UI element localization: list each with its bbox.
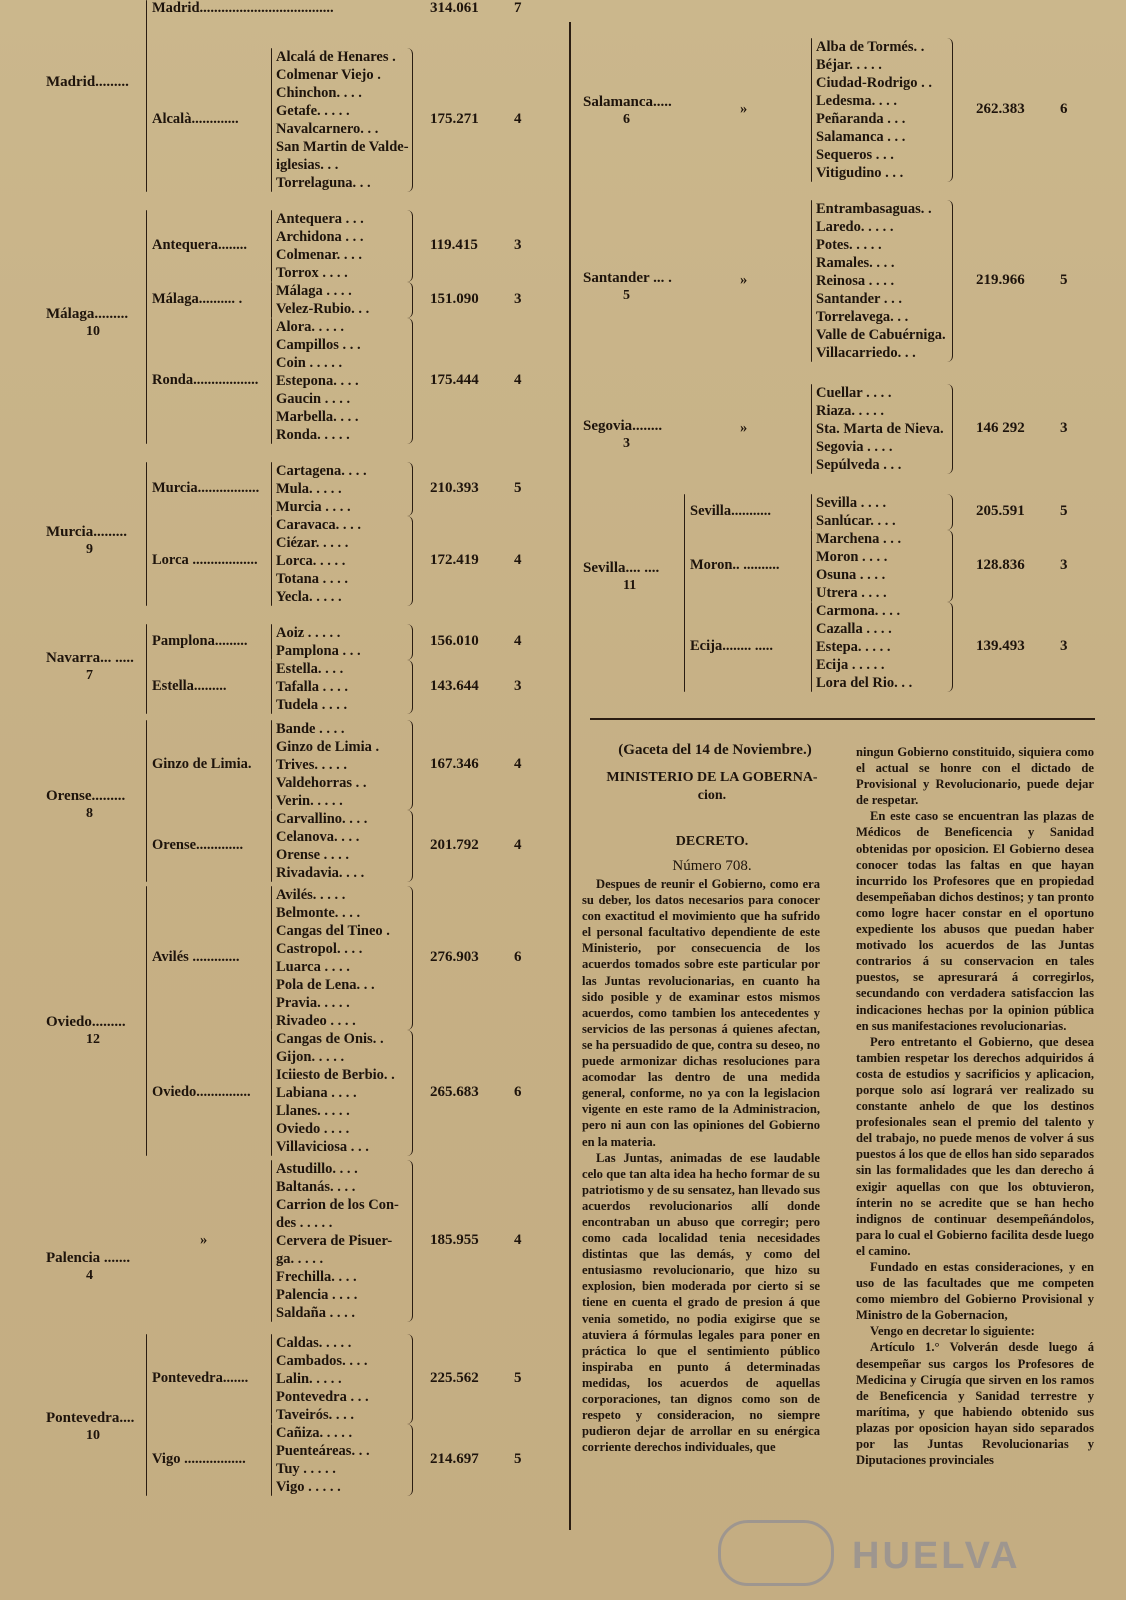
- town-list: [276, 660, 348, 714]
- town: Málaga . . . .: [276, 283, 352, 299]
- population-value: 119.415: [430, 237, 478, 253]
- province-deputies: 12: [86, 1032, 100, 1047]
- town: Utrera . . . .: [816, 585, 887, 601]
- province-name: Salamanca.....: [583, 94, 672, 110]
- population-value: 219.966: [976, 272, 1025, 288]
- town: Sanlúcar. . . .: [816, 513, 896, 529]
- town-list: [276, 1424, 370, 1496]
- town: Villacarriedo. . .: [816, 345, 916, 361]
- population-value: 143.644: [430, 678, 479, 694]
- province-name: Palencia .......: [46, 1250, 131, 1266]
- deputies-count: 6: [514, 1084, 522, 1100]
- town-list: [276, 1030, 395, 1156]
- town-brace: [811, 38, 812, 182]
- town: Astudillo. . . .: [276, 1161, 358, 1177]
- town: Cañiza. . . . .: [276, 1425, 353, 1441]
- population-value: 214.697: [430, 1451, 479, 1467]
- town: Iciiesto de Berbio. .: [276, 1067, 395, 1083]
- town-brace: [271, 282, 272, 318]
- district-name: Vigo .................: [152, 1451, 246, 1467]
- district-name: Ronda..................: [152, 372, 259, 388]
- town: Pola de Lena. . .: [276, 977, 375, 993]
- population-value: 262.383: [976, 101, 1025, 117]
- town: Ciudad-Rodrigo . .: [816, 75, 933, 91]
- town-list: [276, 282, 369, 318]
- population-value: 146 292: [976, 420, 1025, 436]
- town-list: [276, 48, 409, 192]
- town: Tuy . . . . .: [276, 1461, 336, 1477]
- deputies-count: 4: [514, 372, 522, 388]
- town: Torrox . . . .: [276, 265, 348, 281]
- town: Alba de Tormés. .: [816, 39, 925, 55]
- town-brace: [271, 1160, 272, 1322]
- province-deputies: 8: [86, 806, 93, 821]
- town-list: [276, 810, 367, 882]
- district-name: Ecija........ .....: [690, 638, 773, 654]
- town: Trives. . . . .: [276, 757, 348, 773]
- town: San Martin de Valde-: [276, 139, 409, 155]
- town: Potes. . . . .: [816, 237, 882, 253]
- decree-number: Número 708.: [672, 858, 752, 874]
- town: des . . . . .: [276, 1215, 333, 1231]
- town: Frechilla. . . .: [276, 1269, 357, 1285]
- town: Cervera de Pisuer-: [276, 1233, 393, 1249]
- town: Torrelavega. . .: [816, 309, 909, 325]
- population-value: 128.836: [976, 557, 1025, 573]
- town-brace-right: [946, 494, 953, 530]
- town: ga. . . . .: [276, 1251, 324, 1267]
- town-list: [276, 886, 390, 1030]
- population-value: 205.591: [976, 503, 1025, 519]
- decree-kind: DECRETO.: [675, 834, 749, 849]
- district-name: Madrid.....................................: [152, 0, 334, 16]
- province-deputies: 6: [623, 112, 630, 127]
- province-name: Segovia........: [583, 418, 663, 434]
- town: Carmona. . . .: [816, 603, 901, 619]
- deputies-count: 5: [514, 1370, 522, 1386]
- deputies-count: 4: [514, 837, 522, 853]
- town: Estella. . . .: [276, 661, 344, 677]
- town-list: [816, 384, 944, 474]
- deputies-count: 5: [1060, 272, 1068, 288]
- town: Pravia. . . . .: [276, 995, 350, 1011]
- district-name: Málaga.......... .: [152, 291, 243, 307]
- town: Castropol. . . .: [276, 941, 363, 957]
- population-value: 172.419: [430, 552, 479, 568]
- town-list: [816, 38, 932, 182]
- town: Santander . . .: [816, 291, 902, 307]
- town: Sequeros . . .: [816, 147, 894, 163]
- town-brace: [271, 462, 272, 516]
- town: Sta. Marta de Nieva.: [816, 421, 944, 437]
- town: Cangas del Tineo .: [276, 923, 390, 939]
- deputies-count: 4: [514, 111, 522, 127]
- province-deputies: 9: [86, 542, 93, 557]
- population-value: 210.393: [430, 480, 479, 496]
- town: Valle de Cabuérniga.: [816, 327, 946, 343]
- town: Chinchon. . . .: [276, 85, 362, 101]
- district-name: Ginzo de Limia.: [152, 756, 252, 772]
- province-deputies: 11: [623, 578, 637, 593]
- town: Avilés. . . . .: [276, 887, 346, 903]
- deputies-count: 5: [514, 1451, 522, 1467]
- deputies-count: 3: [514, 291, 522, 307]
- town: Marbella. . . .: [276, 409, 359, 425]
- town: Entrambasaguas. .: [816, 201, 932, 217]
- town: Aoiz . . . . .: [276, 625, 341, 641]
- town-list: [276, 1160, 399, 1322]
- town: Carrion de los Con-: [276, 1197, 399, 1213]
- town: Villaviciosa . . .: [276, 1139, 369, 1155]
- district-brace: [146, 720, 147, 882]
- town: Getafe. . . . .: [276, 103, 350, 119]
- province-deputies: 5: [623, 288, 630, 303]
- town-brace: [811, 494, 812, 530]
- town-brace-right: [946, 602, 953, 692]
- district-name: Lorca ..................: [152, 552, 258, 568]
- town-brace: [271, 624, 272, 660]
- town: Riaza. . . . .: [816, 403, 885, 419]
- province-name: Orense.........: [46, 788, 126, 804]
- town: Ciézar. . . . .: [276, 535, 349, 551]
- district-name: Sevilla...........: [690, 503, 771, 519]
- town: Cangas de Onis. .: [276, 1031, 384, 1047]
- town-brace-right: [406, 810, 413, 882]
- town: Lalin. . . . .: [276, 1371, 342, 1387]
- province-deputies: 7: [86, 668, 93, 683]
- town-brace: [811, 602, 812, 692]
- town-brace-right: [406, 886, 413, 1030]
- town: Cartagena. . . .: [276, 463, 367, 479]
- district-name: »: [740, 101, 748, 117]
- district-brace: [146, 886, 147, 1156]
- population-value: 151.090: [430, 291, 479, 307]
- deputies-count: 3: [514, 678, 522, 694]
- town: Ramales. . . .: [816, 255, 895, 271]
- town-brace: [271, 516, 272, 606]
- town: Colmenar. . . .: [276, 247, 363, 263]
- town: Archidona . . .: [276, 229, 364, 245]
- town: Caravaca. . . .: [276, 517, 361, 533]
- district-name: Pontevedra.......: [152, 1370, 249, 1386]
- deputies-count: 4: [514, 756, 522, 772]
- town: Bande . . . .: [276, 721, 345, 737]
- decree-body-col1: [582, 876, 820, 1455]
- district-brace: [146, 462, 147, 606]
- paragraph: Pero entretanto el Gobierno, que desea tambien respetar los derechos adquiridos á costa de estudios y sacrificios y aplicacion, porque solo así logrará ver realizado su constante anhelo de que los destinos profesionales sean el premio del talento y del trabajo, no puede menos de volver á sus puestos á los que de ellos han sido separados sin las formalidades que les dan derecho á exigir aquellas con que los obtuvieron, ínterin no se acredite que se han hecho indignos de continuar desempeñándolos, para lo cual el Gobierno facilita desde luego el camino.: [856, 1034, 1094, 1258]
- province-deputies: 10: [86, 1428, 100, 1443]
- town: Rivadeo . . . .: [276, 1013, 356, 1029]
- town-brace: [271, 210, 272, 282]
- town: Rivadavia. . . .: [276, 865, 365, 881]
- deputies-count: 6: [514, 949, 522, 965]
- town: Ronda. . . . .: [276, 427, 350, 443]
- town: Belmonte. . . .: [276, 905, 361, 921]
- province-name: Navarra... .....: [46, 650, 134, 666]
- town: Llanes. . . . .: [276, 1103, 350, 1119]
- paragraph: Artículo 1.° Volverán desde luego á desempeñar sus cargos los Profesores de Medicina y Cirugía que sirven en los ramos de Beneficencia y Sanidad terrestre y marítima, y que habiendo obtenido sus plazas por oposicion hayan sido separados por las Juntas Revolucionarias y Diputaciones provinciales: [856, 1340, 1094, 1468]
- town: Alcalá de Henares .: [276, 49, 396, 65]
- deputies-count: 6: [1060, 101, 1068, 117]
- deputies-count: 4: [514, 552, 522, 568]
- town: Salamanca . . .: [816, 129, 906, 145]
- town: Baltanás. . . .: [276, 1179, 356, 1195]
- town-brace: [271, 318, 272, 444]
- town-brace-right: [406, 1424, 413, 1496]
- town: Valdehorras . .: [276, 775, 367, 791]
- population-value: 139.493: [976, 638, 1025, 654]
- population-value: 225.562: [430, 1370, 479, 1386]
- town-brace-right: [946, 38, 953, 182]
- district-brace: [146, 0, 147, 192]
- ministry-title-cont: cion.: [697, 788, 727, 803]
- town: Luarca . . . .: [276, 959, 350, 975]
- town-brace-right: [946, 530, 953, 602]
- deputies-count: 3: [514, 237, 522, 253]
- province-name: Murcia.........: [46, 524, 127, 540]
- town: Gaucin . . . .: [276, 391, 351, 407]
- population-value: 185.955: [430, 1232, 479, 1248]
- town: Moron . . . .: [816, 549, 888, 565]
- town: Oviedo . . . .: [276, 1121, 350, 1137]
- population-value: 265.683: [430, 1084, 479, 1100]
- town: Vigo . . . . .: [276, 1479, 341, 1495]
- town-brace: [271, 1334, 272, 1424]
- town-brace-right: [406, 318, 413, 444]
- town-brace-right: [946, 384, 953, 474]
- town-brace-right: [406, 210, 413, 282]
- town: Ledesma. . . .: [816, 93, 897, 109]
- town: Velez-Rubio. . .: [276, 301, 370, 317]
- town: Palencia . . . .: [276, 1287, 358, 1303]
- town: Navalcarnero. . .: [276, 121, 379, 137]
- decree-body-col2: [856, 744, 1094, 1468]
- town: Marchena . . .: [816, 531, 902, 547]
- town: Carvallino. . . .: [276, 811, 368, 827]
- paragraph: Las Juntas, animadas de ese laudable celo que tan alta idea ha hecho formar de su patriotismo y de su sensatez, han llevado sus acuerdos revolucionarios allí donde encontraban un abuso que corregir; pero como cada localidad tenia necesidades distintas que las demás, y como del entusiasmo revolucionario, que hizo su explosion, bien moderada por cierto si se tiene en cuenta el grado de presion á que venia sometido, no podia exigirse que se atuviera á fórmulas legales para poner en práctica lo que el sentimiento público inspiraba en punto á determinadas medidas, los acuerdos de aquellas corporaciones, tan dignos como son de respeto y consideracion, no siempre pudieron dejar de arrollar en su enérgica corriente derechos individuales, que: [582, 1150, 820, 1455]
- district-brace: [146, 624, 147, 714]
- town: Lorca. . . . .: [276, 553, 346, 569]
- town-list: [816, 602, 912, 692]
- town: Reinosa . . . .: [816, 273, 895, 289]
- district-name: Estella.........: [152, 678, 227, 694]
- population-value: 314.061: [430, 0, 479, 16]
- town-list: [816, 494, 896, 530]
- town: Verin. . . . .: [276, 793, 343, 809]
- town-brace: [271, 660, 272, 714]
- town: iglesias. . .: [276, 157, 339, 173]
- town: Peñaranda . . .: [816, 111, 906, 127]
- town: Tafalla . . . .: [276, 679, 348, 695]
- paragraph: Fundado en estas consideraciones, y en uso de las facultades que me competen como miembro del Gobierno Provisional y Ministro de la Gobernacion,: [856, 1260, 1094, 1323]
- town-brace: [271, 886, 272, 1030]
- district-name: Pamplona.........: [152, 633, 248, 649]
- town: Pamplona . . .: [276, 643, 361, 659]
- town-list: [276, 210, 364, 282]
- town-brace-right: [406, 516, 413, 606]
- column-rule: [569, 22, 571, 1530]
- paragraph: ningun Gobierno constituido, siquiera como el actual se honre con el dictado de Provisional y Revolucionario, puede dejar de respetar.: [856, 745, 1094, 808]
- town-list: [816, 200, 946, 362]
- town: Caldas. . . . .: [276, 1335, 352, 1351]
- deputies-count: 3: [1060, 638, 1068, 654]
- province-name: Santander ... .: [583, 270, 672, 286]
- town-brace-right: [406, 624, 413, 660]
- town: Osuna . . . .: [816, 567, 886, 583]
- town-brace-right: [406, 660, 413, 714]
- town-brace: [811, 530, 812, 602]
- section-rule: [590, 718, 1095, 720]
- town: Coin . . . . .: [276, 355, 343, 371]
- town-brace: [271, 1424, 272, 1496]
- province-name: Sevilla.... ....: [583, 560, 660, 576]
- town-brace-right: [946, 200, 953, 362]
- town: Laredo. . . . .: [816, 219, 894, 235]
- population-value: 156.010: [430, 633, 479, 649]
- province-name: Madrid.........: [46, 74, 129, 90]
- town-brace: [811, 200, 812, 362]
- town-list: [276, 1334, 369, 1424]
- town: Taveirós. . . .: [276, 1407, 355, 1423]
- town-brace: [271, 810, 272, 882]
- town: Ecija . . . . .: [816, 657, 885, 673]
- district-name: Antequera........: [152, 237, 248, 253]
- district-name: Oviedo...............: [152, 1084, 251, 1100]
- town: Saldaña . . . .: [276, 1305, 355, 1321]
- town: Totana . . . .: [276, 571, 348, 587]
- deputies-count: 3: [1060, 420, 1068, 436]
- town: Mula. . . . .: [276, 481, 342, 497]
- town: Cazalla . . . .: [816, 621, 892, 637]
- district-brace: [146, 210, 147, 444]
- town-brace-right: [406, 720, 413, 810]
- watermark-text: HUELVA: [852, 1535, 1021, 1577]
- town: Campillos . . .: [276, 337, 361, 353]
- district-name: Alcalà.............: [152, 111, 239, 127]
- province-deputies: 4: [86, 1268, 93, 1283]
- district-name: Avilés .............: [152, 949, 240, 965]
- paragraph: Despues de reunir el Gobierno, como era su deber, los datos necesarios para conocer con exactitud el movimiento que ha sufrido el personal facultativo dependiente de este Ministerio, por consecuencia de los acuerdos tomados sobre este particular por las Juntas revolucionarias, en cuanto ha sido posible y de examinar estos mismos acuerdos, como tambien los antecedentes y servicios de las personas á quienes afectan, se ha persuadido de que, contra su deseo, no puede armonizar dichas resoluciones para acomodar las dentro de una medida general, conforme, no ya con la legislacion vigente en este ramo de la Administracion, pero ni aun con las opiniones del Gobierno en la materia.: [582, 877, 820, 1149]
- town: Pontevedra . . .: [276, 1389, 369, 1405]
- deputies-count: 7: [514, 0, 522, 16]
- deputies-count: 4: [514, 1232, 522, 1248]
- town: Celanova. . . .: [276, 829, 360, 845]
- deputies-count: 5: [1060, 503, 1068, 519]
- town: Cambados. . . .: [276, 1353, 368, 1369]
- province-name: Málaga.........: [46, 306, 129, 322]
- town-brace: [271, 48, 272, 192]
- town-brace-right: [406, 1160, 413, 1322]
- town-brace-right: [406, 1334, 413, 1424]
- town: Ginzo de Limia .: [276, 739, 380, 755]
- town: Murcia . . . .: [276, 499, 351, 515]
- town-list: [276, 516, 361, 606]
- town-list: [276, 462, 367, 516]
- paragraph: Vengo en decretar lo siguiente:: [870, 1324, 1035, 1339]
- town: Yecla. . . . .: [276, 589, 342, 605]
- town: Segovia . . . .: [816, 439, 893, 455]
- population-value: 175.271: [430, 111, 479, 127]
- town: Sevilla . . . .: [816, 495, 887, 511]
- town: Antequera . . .: [276, 211, 364, 227]
- town-brace-right: [406, 282, 413, 318]
- district-brace: [684, 494, 685, 692]
- district-name: Murcia.................: [152, 480, 260, 496]
- town-list: [276, 318, 361, 444]
- town: Colmenar Viejo .: [276, 67, 381, 83]
- town: Estepa. . . . .: [816, 639, 891, 655]
- town: Puenteáreas. . .: [276, 1443, 370, 1459]
- town: Alora. . . . .: [276, 319, 345, 335]
- district-brace: [146, 1334, 147, 1496]
- province-deputies: 10: [86, 324, 100, 339]
- town-brace: [271, 720, 272, 810]
- town-brace-right: [406, 462, 413, 516]
- population-value: 201.792: [430, 837, 479, 853]
- watermark-seal: [718, 1520, 834, 1586]
- deputies-count: 3: [1060, 557, 1068, 573]
- town: Sepúlveda . . .: [816, 457, 902, 473]
- town-list: [276, 720, 379, 810]
- town-list: [816, 530, 901, 602]
- province-deputies: 3: [623, 436, 630, 451]
- deputies-count: 4: [514, 633, 522, 649]
- district-name: Orense.............: [152, 837, 244, 853]
- town: Béjar. . . . .: [816, 57, 882, 73]
- town: Tudela . . . .: [276, 697, 348, 713]
- town-brace: [271, 1030, 272, 1156]
- province-name: Oviedo.........: [46, 1014, 126, 1030]
- district-name: »: [740, 272, 748, 288]
- population-value: 175.444: [430, 372, 479, 388]
- district-name: »: [740, 420, 748, 436]
- district-name: Moron.. ..........: [690, 557, 780, 573]
- town-brace-right: [406, 1030, 413, 1156]
- town: Lora del Rio. . .: [816, 675, 913, 691]
- town: Vitigudino . . .: [816, 165, 904, 181]
- province-name: Pontevedra....: [46, 1410, 135, 1426]
- town: Cuellar . . . .: [816, 385, 892, 401]
- town-brace: [811, 384, 812, 474]
- deputies-count: 5: [514, 480, 522, 496]
- town: Labiana . . . .: [276, 1085, 357, 1101]
- town: Estepona. . . .: [276, 373, 359, 389]
- town: Torrelaguna. . .: [276, 175, 371, 191]
- population-value: 276.903: [430, 949, 479, 965]
- ministry-title: MINISTERIO DE LA GOBERNA-: [606, 770, 818, 785]
- town-list: [276, 624, 361, 660]
- district-name: »: [200, 1232, 208, 1248]
- gaceta-date: (Gaceta del 14 de Noviembre.): [618, 742, 812, 758]
- population-value: 167.346: [430, 756, 479, 772]
- town: Orense . . . .: [276, 847, 350, 863]
- town: Gijon. . . . .: [276, 1049, 345, 1065]
- paragraph: En este caso se encuentran las plazas de Médicos de Beneficencia y Sanidad obtenidas por oposicion. El Gobierno desea conocer todas las faltas en que hayan incurrido los Profesores que en propiedad desempeñaban dichos destinos; y tan pronto como logre hacer constar en el oportuno expediente los abusos que puedan haber motivado los acuerdos de las Juntas contrarios á su conservacion en tales puestos, se apresurará á corregirlos, secundando con verdadera satisfaccion las indicaciones hechas por la opinion pública en sus manifestaciones revolucionarias.: [856, 809, 1094, 1033]
